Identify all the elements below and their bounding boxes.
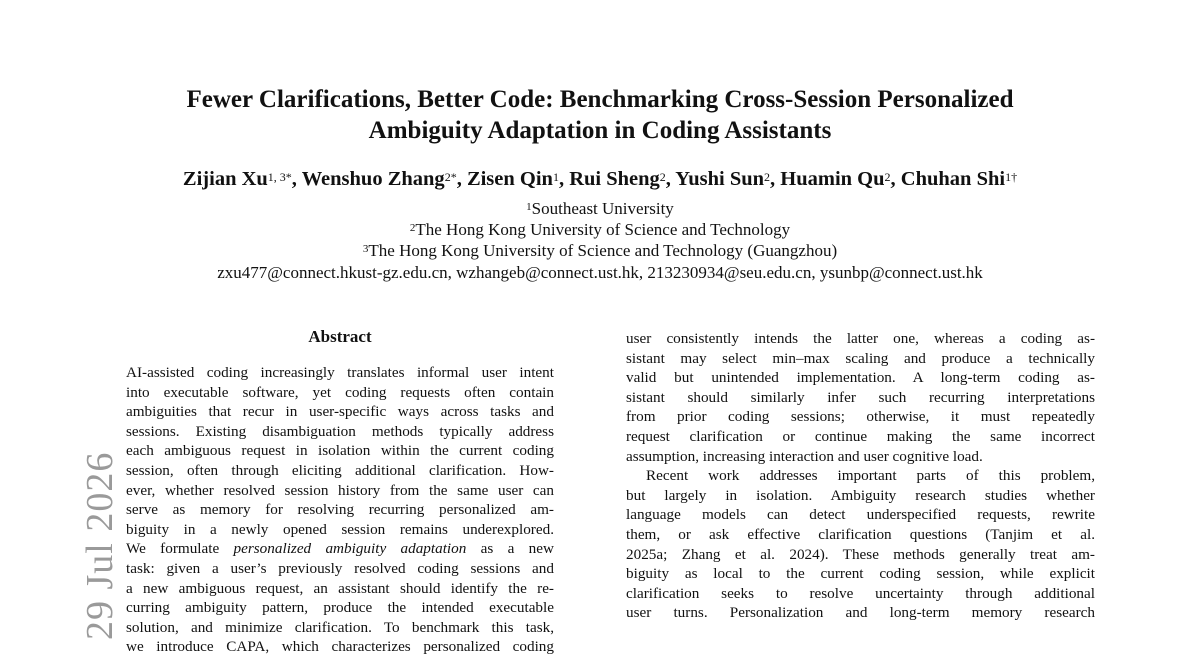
text-line: ambiguities that recur in user-specific ways across tasks and: [126, 403, 554, 421]
title-line-1: Fewer Clarifications, Better Code: Benchmarking Cross-Session Personalized: [186, 86, 1014, 113]
author-emails: zxu477@connect.hkust-gz.edu.cn, wzhangeb@connect.ust.hk, 213230934@seu.edu.cn, ysunbp@connect.ust.hk: [217, 263, 983, 282]
text-line: each ambiguous request in isolation within the current coding: [126, 442, 554, 460]
author: Wenshuo Zhang$^{2*}$: [301, 168, 457, 190]
text-line: curring ambiguity pattern, produce the intended executable: [126, 599, 554, 617]
title-line-2: Ambiguity Adaptation in Coding Assistants: [368, 117, 832, 144]
text-line: clarification seeks to resolve uncertainty through additional: [626, 584, 1095, 602]
text-line: assumption, increasing interaction and user cognitive load.: [626, 447, 983, 465]
affiliation-3: $^3$The Hong Kong University of Science and Technology (Guangzhou): [362, 241, 838, 260]
text-line: a new ambiguous request, an assistant should identify the re-: [126, 579, 554, 597]
text-line: request clarification or continue making the same incorrect: [626, 427, 1095, 445]
text-line: We formulate personalized ambiguity adaptation as a new: [126, 540, 554, 558]
author: Rui Sheng$^2$: [569, 168, 666, 190]
text-line: language models can detect underspecified requests, rewrite: [626, 506, 1095, 524]
text-line: biguity in a newly opened session remains underexplored.: [126, 520, 554, 538]
paper-title: [0, 84, 1200, 146]
text-line: serve as memory for resolving recurring personalized am-: [126, 501, 554, 519]
text-line: ever, whether resolved session history from the same user can: [126, 481, 554, 499]
author: Zijian $Xu^{1, 3*}$: [182, 168, 292, 190]
affiliation-1: $^1$Southeast University: [526, 199, 674, 218]
text-line: sistant may select min–max scaling and produce a technically: [626, 349, 1095, 367]
text-line: session, often through eliciting additional clarification. How-: [126, 461, 554, 479]
text-line: Recent work addresses important parts of this problem,: [646, 467, 1095, 485]
text-line: user consistently intends the latter one, whereas a coding as-: [626, 330, 1095, 347]
text-line: user turns. Personalization and long-term memory research: [626, 604, 1095, 622]
text-line: we introduce CAPA, which characterizes personalized coding: [126, 638, 554, 656]
right-column-body: [626, 329, 1095, 623]
text-line: AI-assisted coding increasingly translates informal user intent: [126, 364, 554, 381]
text-line: task: given a user’s previously resolved coding sessions and: [126, 559, 554, 577]
text-line: sistant should similarly infer such recurring interpretations: [626, 388, 1095, 406]
text-line: solution, and minimize clarification. To benchmark this task,: [126, 618, 554, 636]
arxiv-stamp: 29 Jul 2026: [79, 451, 121, 640]
text-line: but largely in isolation. Ambiguity research studies whether: [626, 486, 1095, 504]
abstract-body: [126, 363, 554, 657]
text-line: them, or ask effective clarification questions (Tanjim et al.: [626, 525, 1095, 543]
affiliation-2: $^2$The Hong Kong University of Science and Technology: [409, 220, 791, 239]
author: Yushi Sun$^2$: [675, 168, 771, 190]
text-line: sessions. Existing disambiguation methods typically address: [126, 422, 554, 440]
text-line: into executable software, yet coding requests often contain: [126, 383, 554, 401]
text-line: 2025a; Zhang et al. 2024). These methods generally treat am-: [626, 545, 1095, 563]
author-list: Zijian $Xu^{1, 3*}$, Wenshuo Zhang$^{2*}$, Zisen Qin$^1$, Rui Sheng$^2$, Yushi Sun$^2$, Huamin Qu$^2$, Chuhan Shi$^{1\dagger}$: [182, 168, 1018, 190]
author: Zisen Qin$^1$: [466, 168, 559, 190]
text-line: from prior coding sessions; otherwise, it must repeatedly: [626, 408, 1095, 426]
text-line: biguity as local to the current coding session, while explicit: [626, 565, 1095, 583]
abstract-heading: Abstract: [308, 327, 372, 346]
text-line: valid but unintended implementation. A long-term coding as-: [626, 369, 1095, 387]
author: Huamin Qu$^2$: [780, 168, 891, 190]
author: Chuhan Shi$^{1\dagger}$: [900, 168, 1018, 190]
